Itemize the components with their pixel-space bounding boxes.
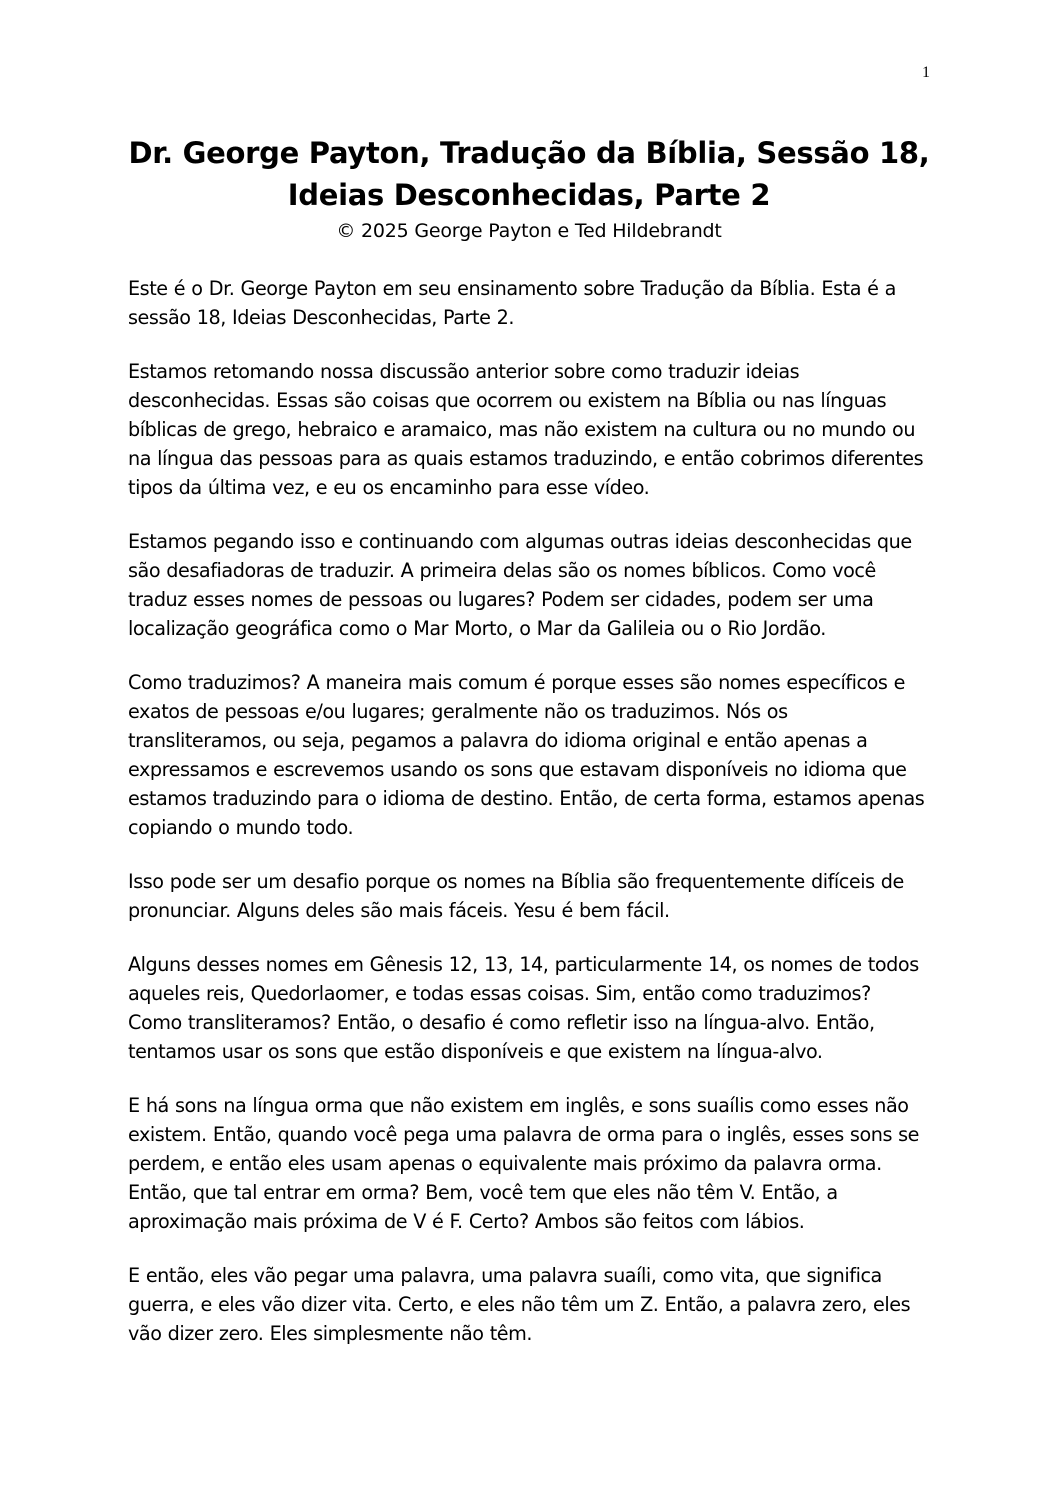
document-title: [128, 132, 930, 216]
paragraph-1: Este é o Dr. George Payton em seu ensinamento sobre Tradução da Bíblia. Esta é a sessão 18, Ideias Desconhecidas, Parte 2.: [128, 277, 896, 329]
paragraph-4: Como traduzimos? A maneira mais comum é porque esses são nomes específicos e exatos de pessoas e/ou lugares; geralmente não os traduzimos. Nós os transliteramos, ou seja, pegamos a palavra do idioma original e então apenas a expressamos e escrevemos usando os sons que estavam disponíveis no idioma que estamos traduzindo para o idioma de destino. Então, de certa forma, estamos apenas copiando o mundo todo.: [128, 671, 925, 839]
copyright-line: © 2025 George Payton e Ted Hildebrandt: [336, 220, 722, 242]
title-line-1: Dr. George Payton, Tradução da Bíblia, Sessão 18,: [128, 136, 930, 170]
paragraph-5: Isso pode ser um desafio porque os nomes na Bíblia são frequentemente difíceis de pronunciar. Alguns deles são mais fáceis. Yesu é bem fácil.: [128, 870, 904, 922]
paragraph-2: Estamos retomando nossa discussão anterior sobre como traduzir ideias desconhecidas. Essas são coisas que ocorrem ou existem na Bíblia ou nas línguas bíblicas de grego, hebraico e aramaico, mas não existem na cultura ou no mundo ou na língua das pessoas para as quais estamos traduzindo, e então cobrimos diferentes tipos da última vez, e eu os encaminho para esse vídeo.: [128, 360, 924, 499]
page-number: 1: [922, 64, 930, 81]
document-body: [128, 274, 930, 1373]
paragraph-7: E há sons na língua orma que não existem em inglês, e sons suaílis como esses não existem. Então, quando você pega uma palavra de orma para o inglês, esses sons se perdem, e então eles usam apenas o equivalente mais próximo da palavra orma. Então, que tal entrar em orma? Bem, você tem que eles não têm V. Então, a aproximação mais próxima de V é F. Certo? Ambos são feitos com lábios.: [128, 1094, 920, 1233]
document-header: [128, 132, 930, 244]
paragraph-6: Alguns desses nomes em Gênesis 12, 13, 14, particularmente 14, os nomes de todos aqueles reis, Quedorlaomer, e todas essas coisas. Sim, então como traduzimos? Como transliteramos? Então, o desafio é como refletir isso na língua-alvo. Então, tentamos usar os sons que estão disponíveis e que existem na língua-alvo.: [128, 953, 919, 1063]
title-line-2: Ideias Desconhecidas, Parte 2: [287, 178, 771, 212]
paragraph-3: Estamos pegando isso e continuando com algumas outras ideias desconhecidas que são desafiadoras de traduzir. A primeira delas são os nomes bíblicos. Como você traduz esses nomes de pessoas ou lugares? Podem ser cidades, podem ser uma localização geográfica como o Mar Morto, o Mar da Galileia ou o Rio Jordão.: [128, 530, 912, 640]
paragraph-8: E então, eles vão pegar uma palavra, uma palavra suaíli, como vita, que significa guerra, e eles vão dizer vita. Certo, e eles não têm um Z. Então, a palavra zero, eles vão dizer zero. Eles simplesmente não têm.: [128, 1264, 911, 1345]
